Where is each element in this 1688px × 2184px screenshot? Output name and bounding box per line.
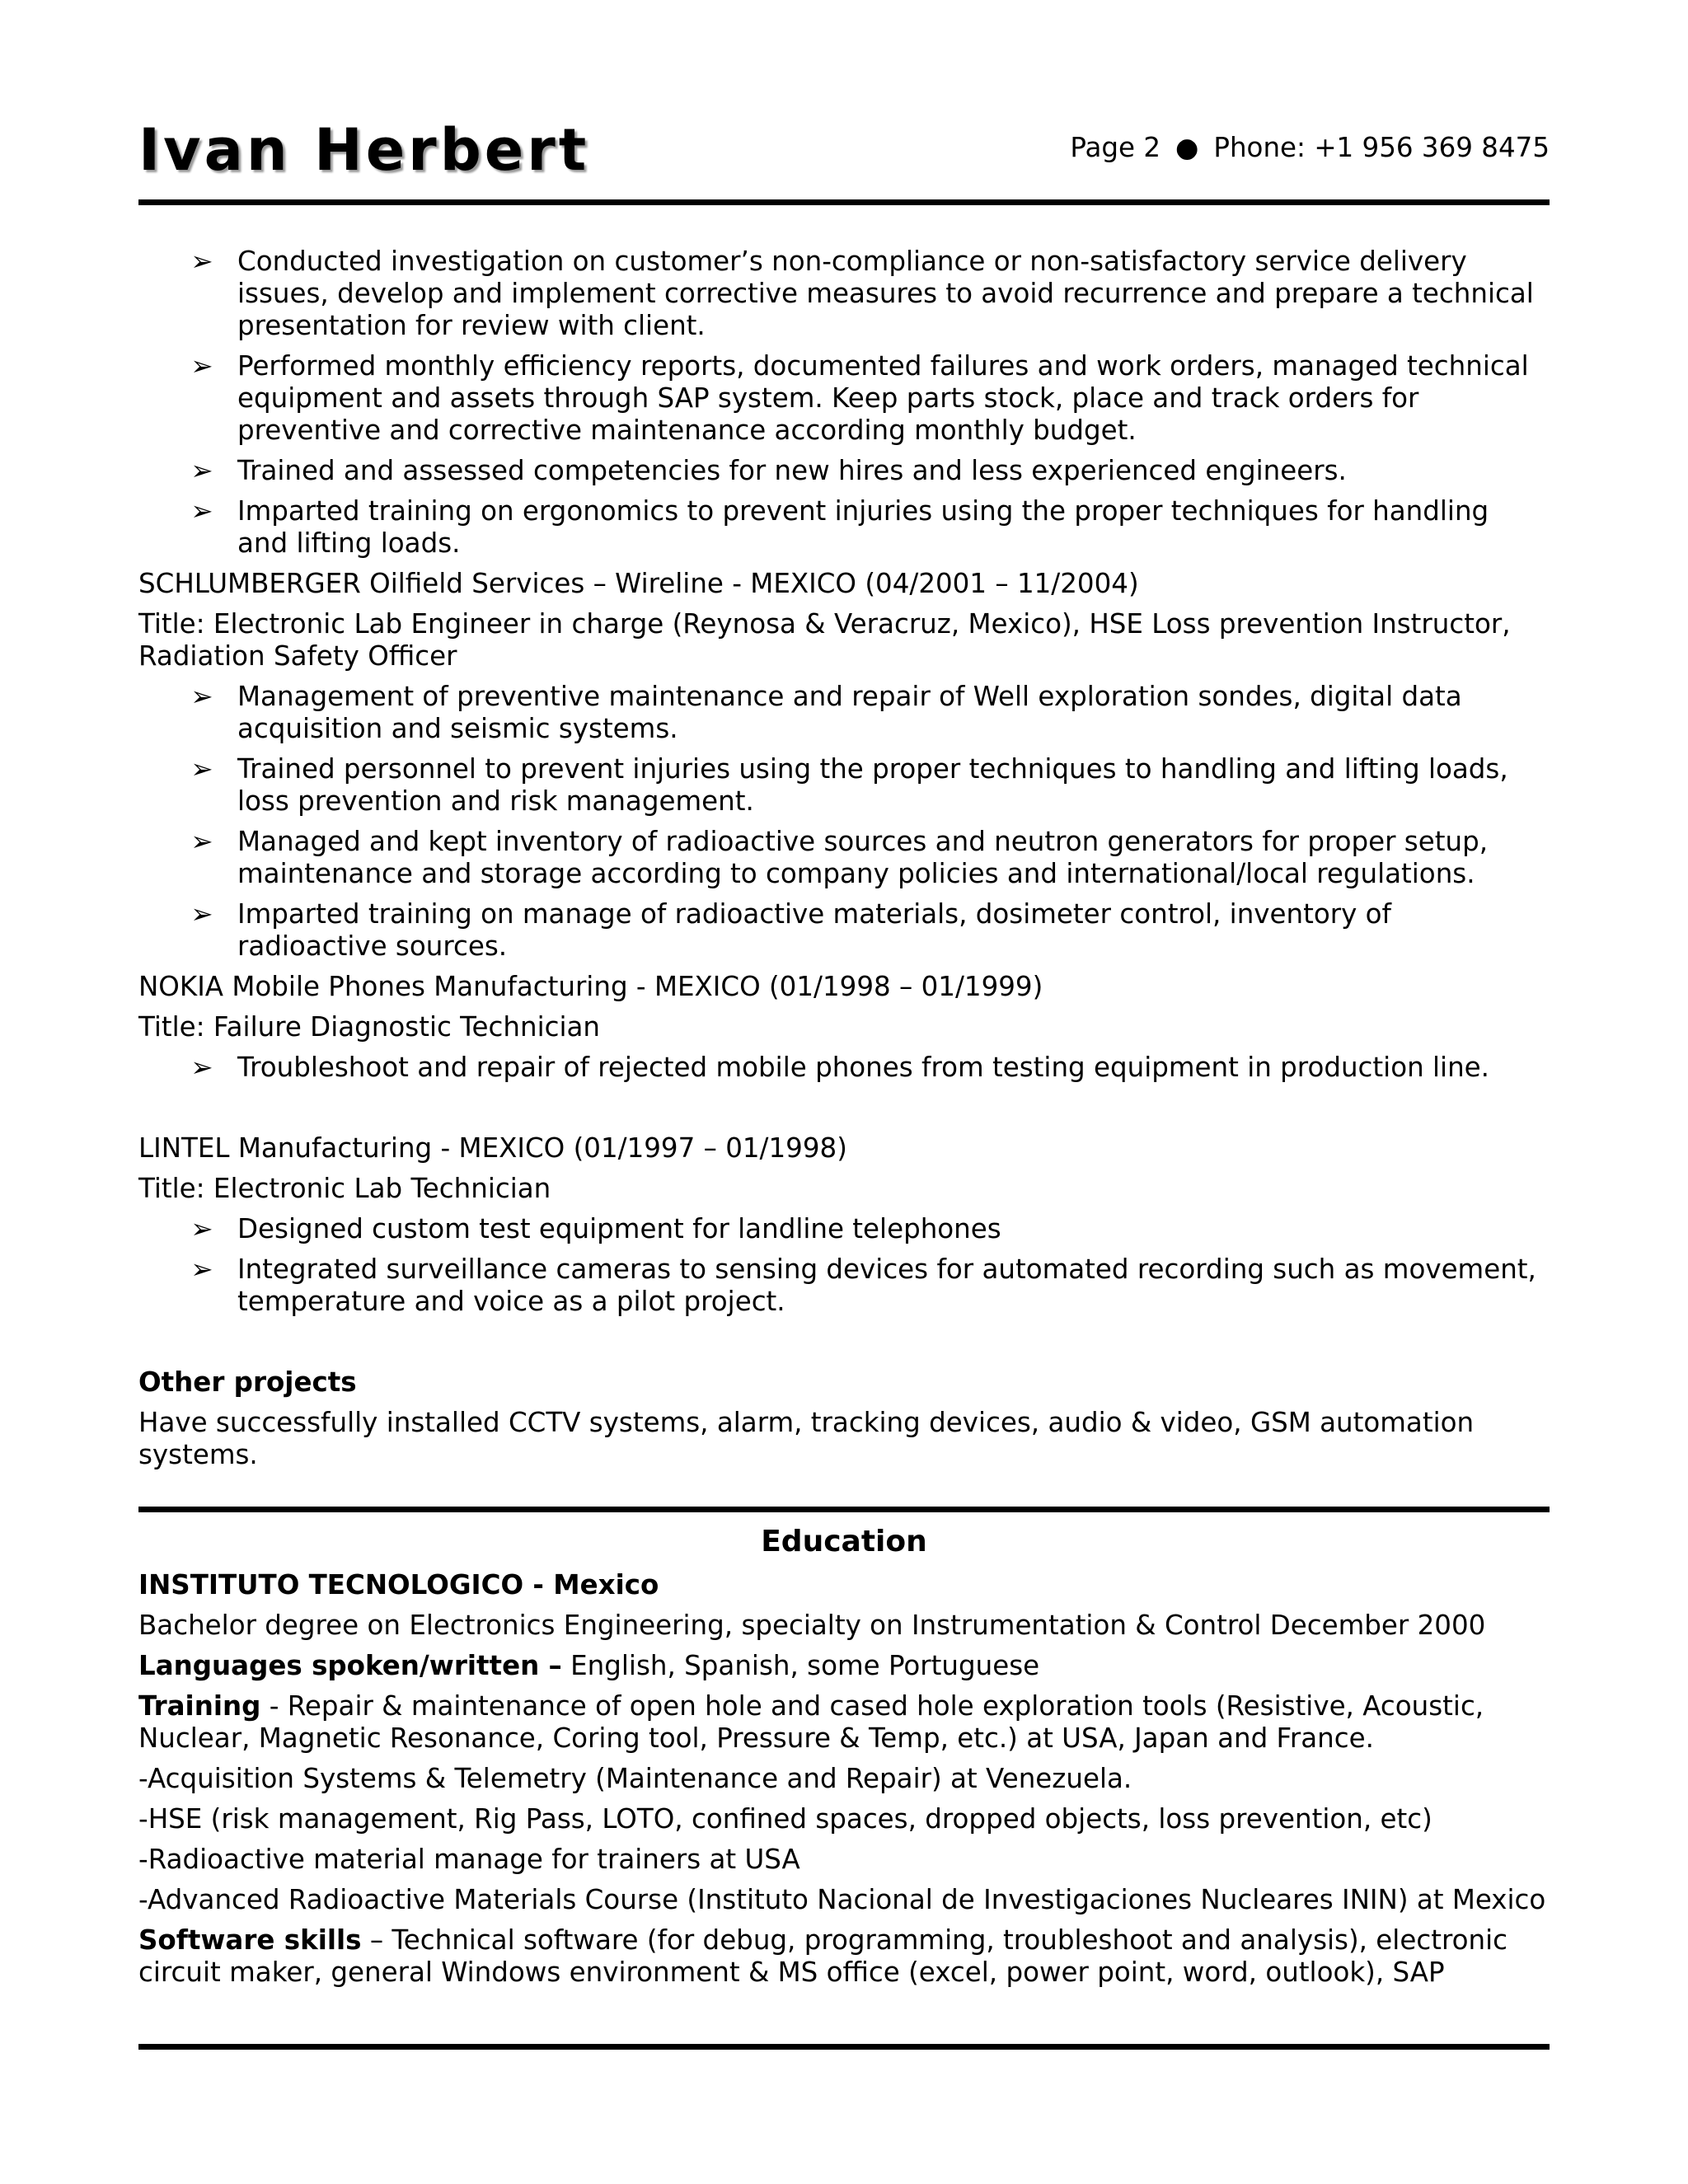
job-company: NOKIA Mobile Phones Manufacturing - MEXICO (01/1998 – 01/1999) (138, 971, 1043, 1002)
arrowhead-bullet-icon: ➢ (190, 350, 213, 382)
arrowhead-bullet-icon: ➢ (190, 826, 213, 857)
resume-header (138, 114, 1550, 204)
page-number: Page 2 (1070, 132, 1160, 163)
arrowhead-bullet-icon: ➢ (190, 1213, 213, 1244)
education-section (138, 1525, 1550, 1997)
training-line (138, 1690, 1550, 1755)
list-item: ➢ Integrated surveillance cameras to sensing devices for automated recording such as movement, temperature and voice as a pilot project. (190, 1254, 1536, 1317)
list-item: ➢ Imparted training on ergonomics to prevent injuries using the proper techniques for handling and lifting loads. (190, 495, 1489, 559)
training-value: - Repair & maintenance of open hole and cased hole exploration tools (Resistive, Acoustic, Nuclear, Magnetic Resonance, Coring tool, Pressure & Temp, etc.) at USA, Japan and France. (138, 1690, 1484, 1754)
arrowhead-bullet-icon: ➢ (190, 495, 213, 527)
institution-name: INSTITUTO TECNOLOGICO - Mexico (138, 1569, 659, 1601)
list-item: ➢ Imparted training on manage of radioactive materials, dosimeter control, inventory of radioactive sources. (190, 898, 1391, 962)
arrowhead-bullet-icon: ➢ (190, 1254, 213, 1285)
list-item: ➢ Designed custom test equipment for landline telephones (190, 1213, 1001, 1244)
list-item: ➢ Troubleshoot and repair of rejected mobile phones from testing equipment in production line. (190, 1052, 1489, 1083)
languages-value: English, Spanish, some Portuguese (561, 1650, 1040, 1681)
list-item: ➢ Performed monthly efficiency reports, documented failures and work orders, managed technical equipment and assets through SAP system. Keep parts stock, place and track orders for preventive and corrective maintenance according monthly budget. (190, 350, 1529, 446)
job-bullets (138, 681, 1550, 963)
training-item: -HSE (risk management, Rig Pass, LOTO, confined spaces, dropped objects, loss prevention, etc) (138, 1803, 1432, 1835)
training-item: -Radioactive material manage for trainers at USA (138, 1844, 800, 1875)
list-item: ➢ Conducted investigation on customer’s non-compliance or non-satisfactory service delivery issues, develop and implement corrective measures to avoid recurrence and prepare a technical presentation for review with client. (190, 246, 1534, 341)
languages-line (138, 1650, 1550, 1682)
prior-job-bullets (138, 246, 1550, 560)
candidate-name: Ivan Herbert (138, 116, 590, 184)
spacer (138, 1326, 1550, 1366)
resume-page (138, 0, 1550, 2184)
software-line (138, 1924, 1550, 1989)
phone-number: Phone: +1 956 369 8475 (1213, 132, 1550, 163)
languages-label: Languages spoken/written – (138, 1650, 562, 1681)
job-title: Title: Failure Diagnostic Technician (138, 1011, 601, 1043)
footer-divider (138, 2044, 1550, 2050)
education-heading: Education (761, 1525, 927, 1558)
contact-info (1070, 132, 1550, 164)
separator-dot-icon: ● (1175, 132, 1199, 163)
job-bullets (138, 1052, 1550, 1084)
arrowhead-bullet-icon: ➢ (190, 455, 213, 486)
list-item: ➢ Managed and kept inventory of radioactive sources and neutron generators for proper setup, maintenance and storage according to company policies and international/local regulations. (190, 826, 1489, 889)
arrowhead-bullet-icon: ➢ (190, 246, 213, 277)
degree-text: Bachelor degree on Electronics Engineering, specialty on Instrumentation & Control December 2000 (138, 1610, 1486, 1641)
resume-body (138, 246, 1550, 1479)
software-label: Software skills (138, 1924, 362, 1956)
job-company: LINTEL Manufacturing - MEXICO (01/1997 – 01/1998) (138, 1132, 847, 1164)
education-divider (138, 1507, 1550, 1512)
arrowhead-bullet-icon: ➢ (190, 753, 213, 785)
spacer (138, 1092, 1550, 1132)
header-divider (138, 199, 1550, 205)
training-item: -Advanced Radioactive Materials Course (Instituto Nacional de Investigaciones Nucleares ININ) at Mexico (138, 1884, 1546, 1915)
list-item: ➢ Trained personnel to prevent injuries using the proper techniques to handling and lifting loads, loss prevention and risk management. (190, 753, 1508, 817)
other-projects-text: Have successfully installed CCTV systems, alarm, tracking devices, audio & video, GSM automation systems. (138, 1407, 1475, 1470)
job-bullets (138, 1213, 1550, 1318)
job-title: Title: Electronic Lab Engineer in charge (Reynosa & Veracruz, Mexico), HSE Loss prevention Instructor, Radiation Safety Officer (138, 608, 1511, 672)
job-company: SCHLUMBERGER Oilfield Services – Wireline - MEXICO (04/2001 – 11/2004) (138, 568, 1139, 599)
software-value: – Technical software (for debug, programming, troubleshoot and analysis), electronic circuit maker, general Windows environment & MS office (excel, power point, word, outlook), SAP (138, 1924, 1507, 1988)
other-projects-heading: Other projects (138, 1366, 357, 1398)
arrowhead-bullet-icon: ➢ (190, 1052, 213, 1083)
list-item: ➢ Trained and assessed competencies for new hires and less experienced engineers. (190, 455, 1347, 486)
arrowhead-bullet-icon: ➢ (190, 681, 213, 712)
job-title: Title: Electronic Lab Technician (138, 1173, 551, 1204)
arrowhead-bullet-icon: ➢ (190, 898, 213, 930)
list-item: ➢ Management of preventive maintenance and repair of Well exploration sondes, digital data acquisition and seismic systems. (190, 681, 1462, 744)
training-item: -Acquisition Systems & Telemetry (Maintenance and Repair) at Venezuela. (138, 1763, 1132, 1794)
training-label: Training (138, 1690, 261, 1722)
